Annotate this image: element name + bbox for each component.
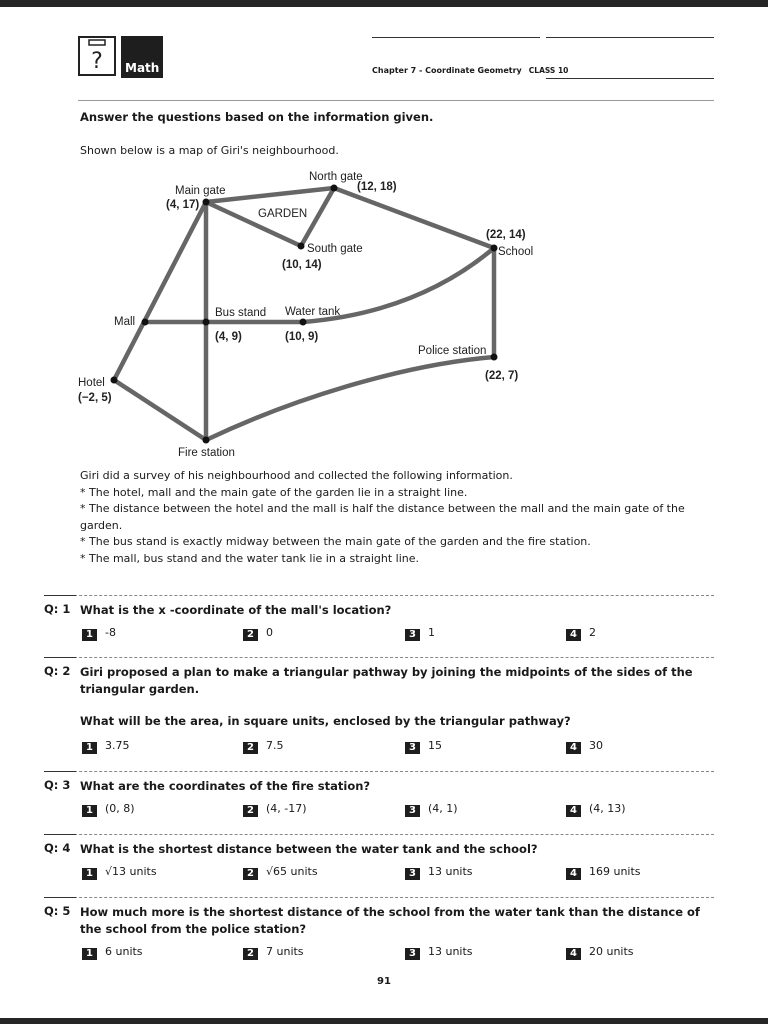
path-main-hotel <box>114 202 206 380</box>
question-5-text: How much more is the shortest distance of the school from the water tank than the distance of the school from the police station? <box>80 905 700 936</box>
intro-text: Shown below is a map of Giri's neighbourhood. <box>80 144 339 157</box>
q4-option-1[interactable]: 1 √13 units <box>82 865 157 880</box>
survey-fact: * The bus stand is exactly midway between the main gate of the garden and the fire station. <box>80 535 591 549</box>
label-water-tank: Water tank <box>285 306 341 318</box>
survey-info <box>80 468 700 568</box>
q1-option-4[interactable]: 4 2 <box>566 626 596 641</box>
neighbourhood-map <box>70 160 550 465</box>
chapter-title: Chapter 7 - Coordinate Geometry CLASS 10 <box>372 66 569 75</box>
header-line <box>546 78 714 79</box>
label-hotel: Hotel <box>78 377 105 389</box>
path-fire-police <box>206 357 494 440</box>
q2-option-1[interactable]: 1 3.75 <box>82 739 130 754</box>
label-police-station-coord: (22, 7) <box>485 370 519 382</box>
label-fire-station: Fire station <box>178 447 235 459</box>
survey-fact: * The mall, bus stand and the water tank lie in a straight line. <box>80 551 420 565</box>
label-main-gate-coord: (4, 17) <box>166 199 200 211</box>
question-2-text: Giri proposed a plan to make a triangular pathway by joining the midpoints of the sides of the triangular garden. What will be the area, in square units, enclosed by the triangular pathway? <box>80 665 693 728</box>
label-school: School <box>498 246 534 258</box>
instruction: Answer the questions based on the information given. <box>80 110 434 124</box>
label-mall: Mall <box>114 316 136 328</box>
question-divider <box>44 834 714 835</box>
label-bus-stand-coord: (4, 9) <box>215 331 242 343</box>
label-south-gate: South gate <box>307 243 363 255</box>
header-line <box>372 37 540 38</box>
question-5-label: Q: 5 <box>44 904 71 918</box>
label-north-gate-coord: (12, 18) <box>357 181 397 193</box>
q1-option-1[interactable]: 1 -8 <box>82 626 116 641</box>
header-divider <box>78 100 714 101</box>
q2-option-3[interactable]: 3 15 <box>405 739 442 754</box>
q1-option-2[interactable]: 2 0 <box>243 626 273 641</box>
question-divider <box>44 595 714 596</box>
q4-option-2[interactable]: 2 √65 units <box>243 865 318 880</box>
survey-fact: * The hotel, mall and the main gate of the garden lie in a straight line. <box>80 485 468 499</box>
question-divider <box>44 657 714 658</box>
label-hotel-coord: (−2, 5) <box>78 392 112 404</box>
label-south-gate-coord: (10, 14) <box>282 259 322 271</box>
header-line <box>546 37 714 38</box>
q2-option-4[interactable]: 4 30 <box>566 739 603 754</box>
question-divider <box>44 771 714 772</box>
q4-option-4[interactable]: 4 169 units <box>566 865 641 880</box>
question-4-text: What is the shortest distance between the water tank and the school? <box>80 842 538 856</box>
question-1-label: Q: 1 <box>44 602 71 616</box>
svg-text:?: ? <box>91 49 103 74</box>
label-garden: GARDEN <box>258 208 308 220</box>
class-label: CLASS 10 <box>528 66 569 75</box>
page-number: 91 <box>377 976 391 987</box>
q2-option-2[interactable]: 2 7.5 <box>243 739 284 754</box>
q5-option-2[interactable]: 2 7 units <box>243 945 304 960</box>
q3-option-2[interactable]: 2 (4, -17) <box>243 802 307 817</box>
label-water-tank-coord: (10, 9) <box>285 331 319 343</box>
q5-option-3[interactable]: 3 13 units <box>405 945 473 960</box>
question-3-text: What are the coordinates of the fire station? <box>80 779 371 793</box>
question-2-label: Q: 2 <box>44 664 71 678</box>
q3-option-4[interactable]: 4 (4, 13) <box>566 802 626 817</box>
question-4-label: Q: 4 <box>44 841 71 855</box>
question-1-text: What is the x -coordinate of the mall's location? <box>80 603 392 617</box>
path-north-school <box>334 188 494 248</box>
question-3-label: Q: 3 <box>44 778 71 792</box>
q3-option-1[interactable]: 1 (0, 8) <box>82 802 135 817</box>
q5-option-1[interactable]: 1 6 units <box>82 945 143 960</box>
label-police-station: Police station <box>418 345 487 357</box>
subject-logo <box>121 36 163 78</box>
survey-fact: * The distance between the hotel and the mall is half the distance between the mall and the main gate of the garden. <box>80 502 685 532</box>
label-main-gate: Main gate <box>175 185 226 197</box>
label-school-coord: (22, 14) <box>486 229 526 241</box>
subject-label: Math <box>125 61 160 75</box>
q1-option-3[interactable]: 3 1 <box>405 626 435 641</box>
label-north-gate: North gate <box>309 171 363 183</box>
question-mark-icon <box>78 36 116 76</box>
survey-lead: Giri did a survey of his neighbourhood and collected the following information. <box>80 469 513 482</box>
path-hotel-fire <box>114 380 206 440</box>
q5-option-4[interactable]: 4 20 units <box>566 945 634 960</box>
bottom-border <box>0 1018 768 1024</box>
top-border <box>0 0 768 7</box>
label-bus-stand: Bus stand <box>215 307 267 319</box>
q4-option-3[interactable]: 3 13 units <box>405 865 473 880</box>
question-divider <box>44 897 714 898</box>
q3-option-3[interactable]: 3 (4, 1) <box>405 802 458 817</box>
